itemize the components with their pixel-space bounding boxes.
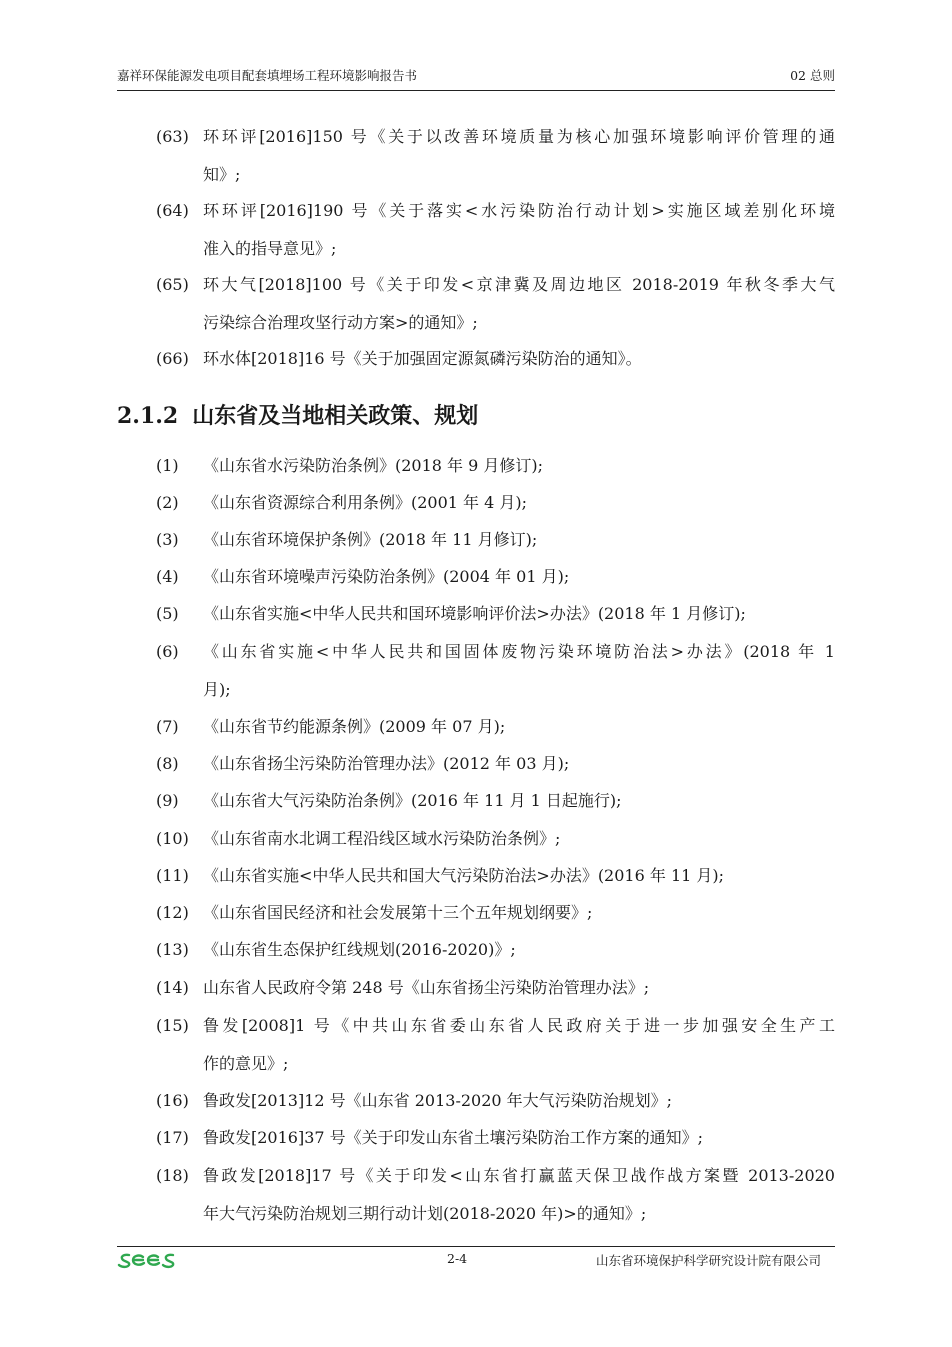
item-text: 《山东省扬尘污染防治管理办法》(2012 年 03 月); bbox=[203, 754, 570, 773]
item-text: 鲁政发[2013]12 号《山东省 2013-2020 年大气污染防治规划》; bbox=[203, 1091, 673, 1110]
item-number: (8) bbox=[156, 754, 179, 773]
item-text: 《山东省实施<中华人民共和国固体废物污染环境防治法>办法》(2018 年 1 月); bbox=[203, 642, 835, 699]
item-number: (2) bbox=[156, 493, 179, 512]
document-title: 嘉祥环保能源发电项目配套填埋场工程环境影响报告书 bbox=[117, 68, 418, 83]
item-number: (66) bbox=[156, 349, 189, 368]
item-text: 《山东省实施<中华人民共和国大气污染防治法>办法》(2016 年 11 月); bbox=[203, 866, 725, 885]
item-text: 鲁政发[2016]37 号《关于印发山东省土壤污染防治工作方案的通知》; bbox=[203, 1128, 704, 1147]
item-number: (11) bbox=[156, 866, 189, 885]
item-number: (63) bbox=[156, 127, 189, 146]
item-number: (16) bbox=[156, 1091, 189, 1110]
section-title: 山东省及当地相关政策、规划 bbox=[192, 403, 479, 429]
company-logo-icon bbox=[117, 1251, 181, 1269]
item-text: 《山东省水污染防治条例》(2018 年 9 月修订); bbox=[203, 456, 544, 475]
item-number: (9) bbox=[156, 791, 179, 810]
item-text: 《山东省生态保护红线规划(2016-2020)》; bbox=[203, 940, 516, 959]
item-text: 鲁发[2008]1 号《中共山东省委山东省人民政府关于进一步加强安全生产工 作的意见》; bbox=[203, 1016, 835, 1073]
item-text: 鲁政发[2018]17 号《关于印发<山东省打赢蓝天保卫战作战方案暨 2013-2020 年大气污染防治规划三期行动计划(2018-2020 年)>的通知》; bbox=[203, 1166, 835, 1223]
item-number: (12) bbox=[156, 903, 189, 922]
chapter-label: 02 总则 bbox=[790, 68, 835, 83]
item-number: (18) bbox=[156, 1166, 189, 1185]
item-text: 《山东省大气污染防治条例》(2016 年 11 月 1 日起施行); bbox=[203, 791, 622, 810]
item-text: 环环评[2016]150 号《关于以改善环境质量为核心加强环境影响评价管理的通 知》; bbox=[203, 127, 835, 184]
item-text: 《山东省资源综合利用条例》(2001 年 4 月); bbox=[203, 493, 528, 512]
item-text: 《山东省国民经济和社会发展第十三个五年规划纲要》; bbox=[203, 903, 593, 922]
item-number: (4) bbox=[156, 567, 179, 586]
organization-name: 山东省环境保护科学研究设计院有限公司 bbox=[595, 1253, 821, 1268]
item-text: 《山东省实施<中华人民共和国环境影响评价法>办法》(2018 年 1 月修订); bbox=[203, 604, 746, 623]
item-text: 山东省人民政府令第 248 号《山东省扬尘污染防治管理办法》; bbox=[203, 978, 650, 997]
page-header bbox=[117, 64, 835, 91]
section-heading bbox=[117, 399, 478, 430]
item-text: 环环评[2016]190 号《关于落实<水污染防治行动计划>实施区域差别化环境 准入的指导意见》; bbox=[203, 201, 835, 258]
item-number: (3) bbox=[156, 530, 179, 549]
item-number: (17) bbox=[156, 1128, 189, 1147]
item-number: (7) bbox=[156, 717, 179, 736]
item-number: (6) bbox=[156, 642, 179, 661]
item-number: (13) bbox=[156, 940, 189, 959]
item-text: 《山东省南水北调工程沿线区域水污染防治条例》; bbox=[203, 829, 561, 848]
item-text: 《山东省环境保护条例》(2018 年 11 月修订); bbox=[203, 530, 538, 549]
page-footer bbox=[117, 1246, 835, 1275]
item-text: 《山东省节约能源条例》(2009 年 07 月); bbox=[203, 717, 506, 736]
item-number: (10) bbox=[156, 829, 189, 848]
item-number: (1) bbox=[156, 456, 179, 475]
item-number: (14) bbox=[156, 978, 189, 997]
item-text: 《山东省环境噪声污染防治条例》(2004 年 01 月); bbox=[203, 567, 570, 586]
page-number: 2-4 bbox=[447, 1251, 468, 1266]
item-text: 环水体[2018]16 号《关于加强固定源氮磷污染防治的通知》。 bbox=[203, 349, 642, 368]
item-text: 环大气[2018]100 号《关于印发<京津冀及周边地区 2018-2019 年秋冬季大气 污染综合治理攻坚行动方案>的通知》; bbox=[203, 275, 835, 332]
item-number: (5) bbox=[156, 604, 179, 623]
item-number: (65) bbox=[156, 275, 189, 294]
item-number: (15) bbox=[156, 1016, 189, 1035]
item-number: (64) bbox=[156, 201, 189, 220]
section-number: 2.1.2 bbox=[117, 403, 179, 429]
